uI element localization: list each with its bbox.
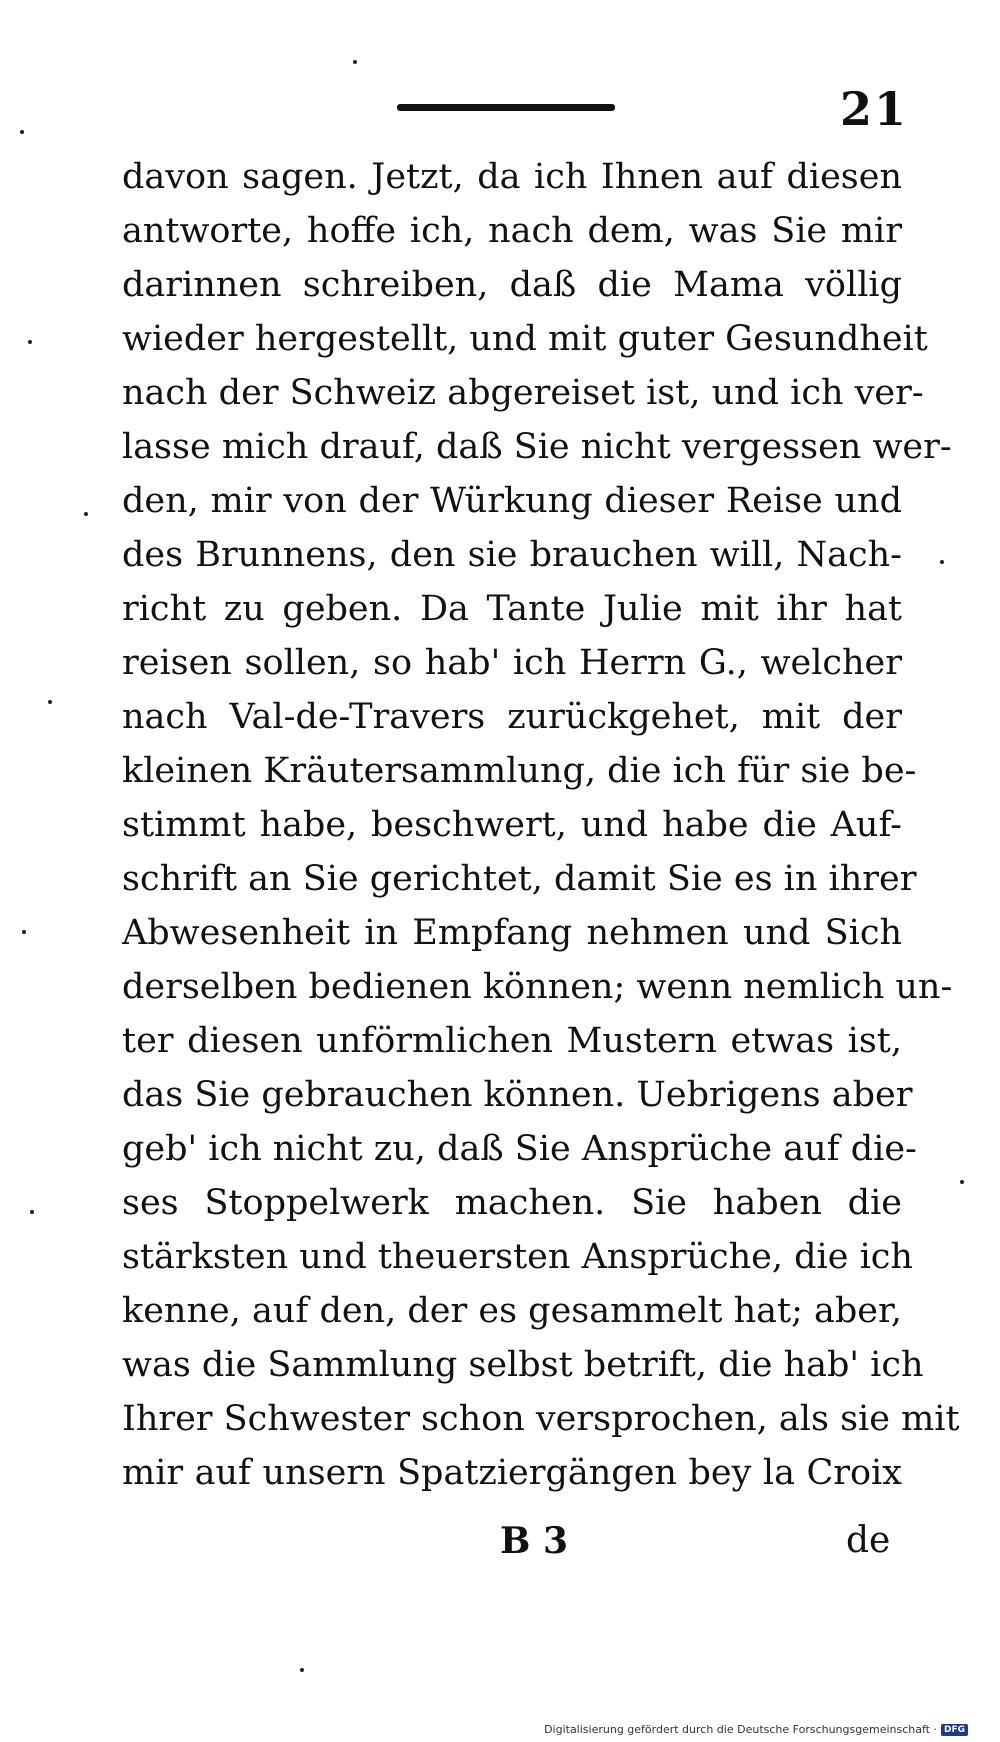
text-line: darinnen schreiben, daß die Mama völlig bbox=[122, 265, 902, 305]
text-line: Abwesenheit in Empfang nehmen und Sich bbox=[122, 913, 902, 953]
scan-speck bbox=[84, 512, 88, 516]
text-line: mir auf unsern Spatziergängen bey la Croix bbox=[122, 1453, 902, 1493]
text-line: kenne, auf den, der es gesammelt hat; aber, bbox=[122, 1291, 902, 1331]
text-line: Ihrer Schwester schon versprochen, als sie mit bbox=[122, 1399, 960, 1439]
text-line: den, mir von der Würkung dieser Reise und bbox=[122, 481, 902, 521]
credit-text: Digitalisierung gefördert durch die Deutsche Forschungsgemeinschaft · bbox=[544, 1723, 937, 1736]
text-line: ter diesen unförmlichen Mustern etwas ist, bbox=[122, 1021, 902, 1061]
text-line: kleinen Kräutersammlung, die ich für sie be- bbox=[122, 751, 917, 791]
page-number: 21 bbox=[840, 82, 909, 136]
scan-speck bbox=[960, 1180, 964, 1184]
text-line: was die Sammlung selbst betrift, die hab' ich bbox=[122, 1345, 924, 1385]
body-text bbox=[122, 150, 960, 1500]
text-line: antworte, hoffe ich, nach dem, was Sie mir bbox=[122, 211, 902, 251]
text-line: lasse mich drauf, daß Sie nicht vergessen wer- bbox=[122, 427, 952, 467]
text-line: reisen sollen, so hab' ich Herrn G., welcher bbox=[122, 643, 902, 683]
dfg-logo: DFG bbox=[941, 1724, 968, 1736]
text-line: geb' ich nicht zu, daß Sie Ansprüche auf die- bbox=[122, 1129, 917, 1169]
text-line: das Sie gebrauchen können. Uebrigens aber bbox=[122, 1075, 913, 1115]
catchword: de bbox=[846, 1520, 891, 1561]
text-line: nach Val-de-Travers zurückgehet, mit der bbox=[122, 697, 902, 737]
text-line: stimmt habe, beschwert, und habe die Auf- bbox=[122, 805, 902, 845]
text-line: ses Stoppelwerk machen. Sie haben die bbox=[122, 1183, 902, 1223]
scan-speck bbox=[20, 130, 24, 134]
scan-speck bbox=[353, 60, 357, 64]
text-line: stärksten und theuersten Ansprüche, die ich bbox=[122, 1237, 913, 1277]
scan-speck bbox=[28, 340, 32, 344]
scan-speck bbox=[48, 700, 52, 704]
digitization-credit bbox=[544, 1723, 968, 1736]
header-rule bbox=[397, 104, 615, 111]
text-line: wieder hergestellt, und mit guter Gesundheit bbox=[122, 319, 928, 359]
text-line: derselben bedienen können; wenn nemlich un- bbox=[122, 967, 953, 1007]
text-line: richt zu geben. Da Tante Julie mit ihr hat bbox=[122, 589, 902, 629]
text-line: davon sagen. Jetzt, da ich Ihnen auf diesen bbox=[122, 157, 902, 197]
scan-speck bbox=[300, 1668, 304, 1672]
scan-speck bbox=[940, 560, 944, 564]
text-line: schrift an Sie gerichtet, damit Sie es in ihrer bbox=[122, 859, 917, 899]
text-line: nach der Schweiz abgereiset ist, und ich ver- bbox=[122, 373, 924, 413]
signature-mark: B 3 bbox=[500, 1520, 569, 1562]
scan-speck bbox=[22, 930, 26, 934]
scan-speck bbox=[30, 1210, 34, 1214]
text-line: des Brunnens, den sie brauchen will, Nach- bbox=[122, 535, 902, 575]
